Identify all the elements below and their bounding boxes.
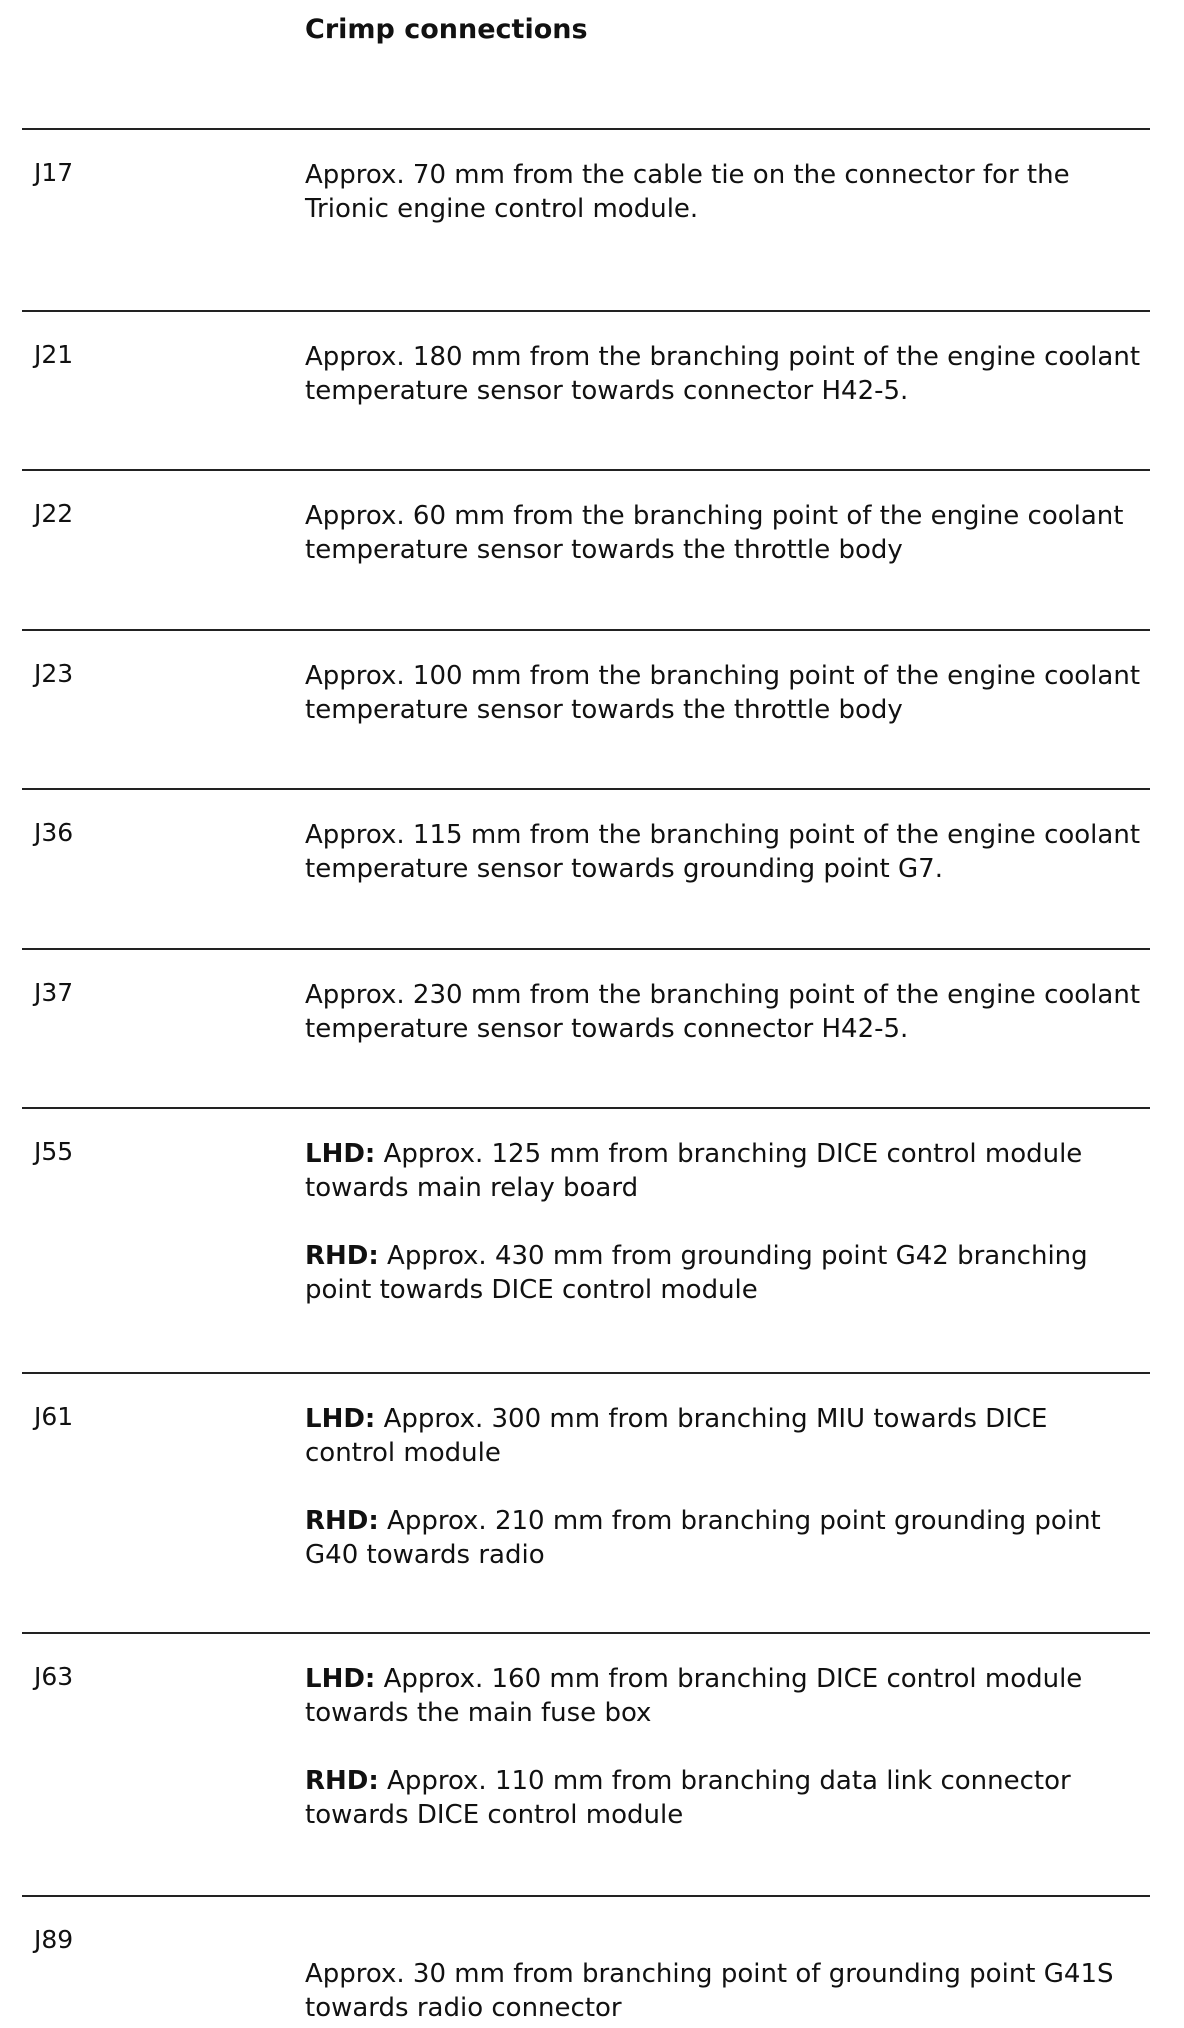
connection-description [305,1662,1145,1832]
connection-description [305,818,1145,886]
table-row [22,310,1150,406]
connection-code: J37 [34,978,74,1007]
description-paragraph [305,499,1145,567]
description-text: Approx. 300 mm from branching MIU towards DICE control module [305,1404,1048,1468]
connection-description [305,340,1145,408]
description-paragraph [305,1239,1145,1307]
description-text: Approx. 430 mm from grounding point G42 branching point towards DICE control module [305,1241,1088,1305]
description-paragraph [305,340,1145,408]
description-paragraph [305,1764,1145,1832]
connection-code: J23 [34,659,74,688]
drive-side-label: LHD: [305,1664,376,1694]
connection-description [305,978,1145,1046]
connection-description [305,158,1145,226]
description-text: Approx. 210 mm from branching point grounding point G40 towards radio [305,1506,1101,1570]
description-paragraph [305,1957,1145,2025]
connection-code: J63 [34,1662,74,1691]
table-row [22,1372,1150,1570]
description-paragraph [305,1504,1145,1572]
description-paragraph [305,158,1145,226]
description-paragraph [305,818,1145,886]
description-text: Approx. 180 mm from the branching point of the engine coolant temperature sensor towards connector H42-5. [305,342,1141,406]
description-text: Approx. 60 mm from the branching point of the engine coolant temperature sensor towards the throttle body [305,501,1124,565]
table-row [22,1895,1150,2023]
connection-description [305,1957,1145,2025]
connection-description [305,1402,1145,1572]
connection-code: J61 [34,1402,74,1431]
connection-code: J17 [34,158,74,187]
description-text: Approx. 160 mm from branching DICE control module towards the main fuse box [305,1664,1083,1728]
description-paragraph [305,1662,1145,1730]
table-row [22,629,1150,725]
drive-side-label: RHD: [305,1241,379,1271]
drive-side-label: RHD: [305,1766,379,1796]
connection-description [305,659,1145,727]
connection-code: J89 [34,1925,74,1954]
connection-code: J36 [34,818,74,847]
table-row [22,1632,1150,1830]
description-paragraph [305,978,1145,1046]
drive-side-label: RHD: [305,1506,379,1536]
description-text: Approx. 100 mm from the branching point of the engine coolant temperature sensor towards the throttle body [305,661,1141,725]
table-row [22,469,1150,565]
table-row [22,788,1150,884]
connection-code: J22 [34,499,74,528]
description-text: Approx. 230 mm from the branching point of the engine coolant temperature sensor towards connector H42-5. [305,980,1141,1044]
connection-code: J21 [34,340,74,369]
connection-description [305,499,1145,567]
table-row [22,1107,1150,1305]
description-text: Approx. 70 mm from the cable tie on the connector for the Trionic engine control module. [305,160,1070,224]
page-title: Crimp connections [305,14,588,45]
table-row [22,128,1150,224]
connection-code: J55 [34,1137,74,1166]
description-text: Approx. 110 mm from branching data link connector towards DICE control module [305,1766,1071,1830]
description-text: Approx. 115 mm from the branching point of the engine coolant temperature sensor towards grounding point G7. [305,820,1141,884]
drive-side-label: LHD: [305,1404,376,1434]
description-paragraph [305,1137,1145,1205]
description-text: Approx. 125 mm from branching DICE control module towards main relay board [305,1139,1083,1203]
connection-description [305,1137,1145,1307]
description-paragraph [305,1402,1145,1470]
description-text: Approx. 30 mm from branching point of grounding point G41S towards radio connector [305,1959,1114,2023]
drive-side-label: LHD: [305,1139,376,1169]
table-row [22,948,1150,1044]
description-paragraph [305,659,1145,727]
